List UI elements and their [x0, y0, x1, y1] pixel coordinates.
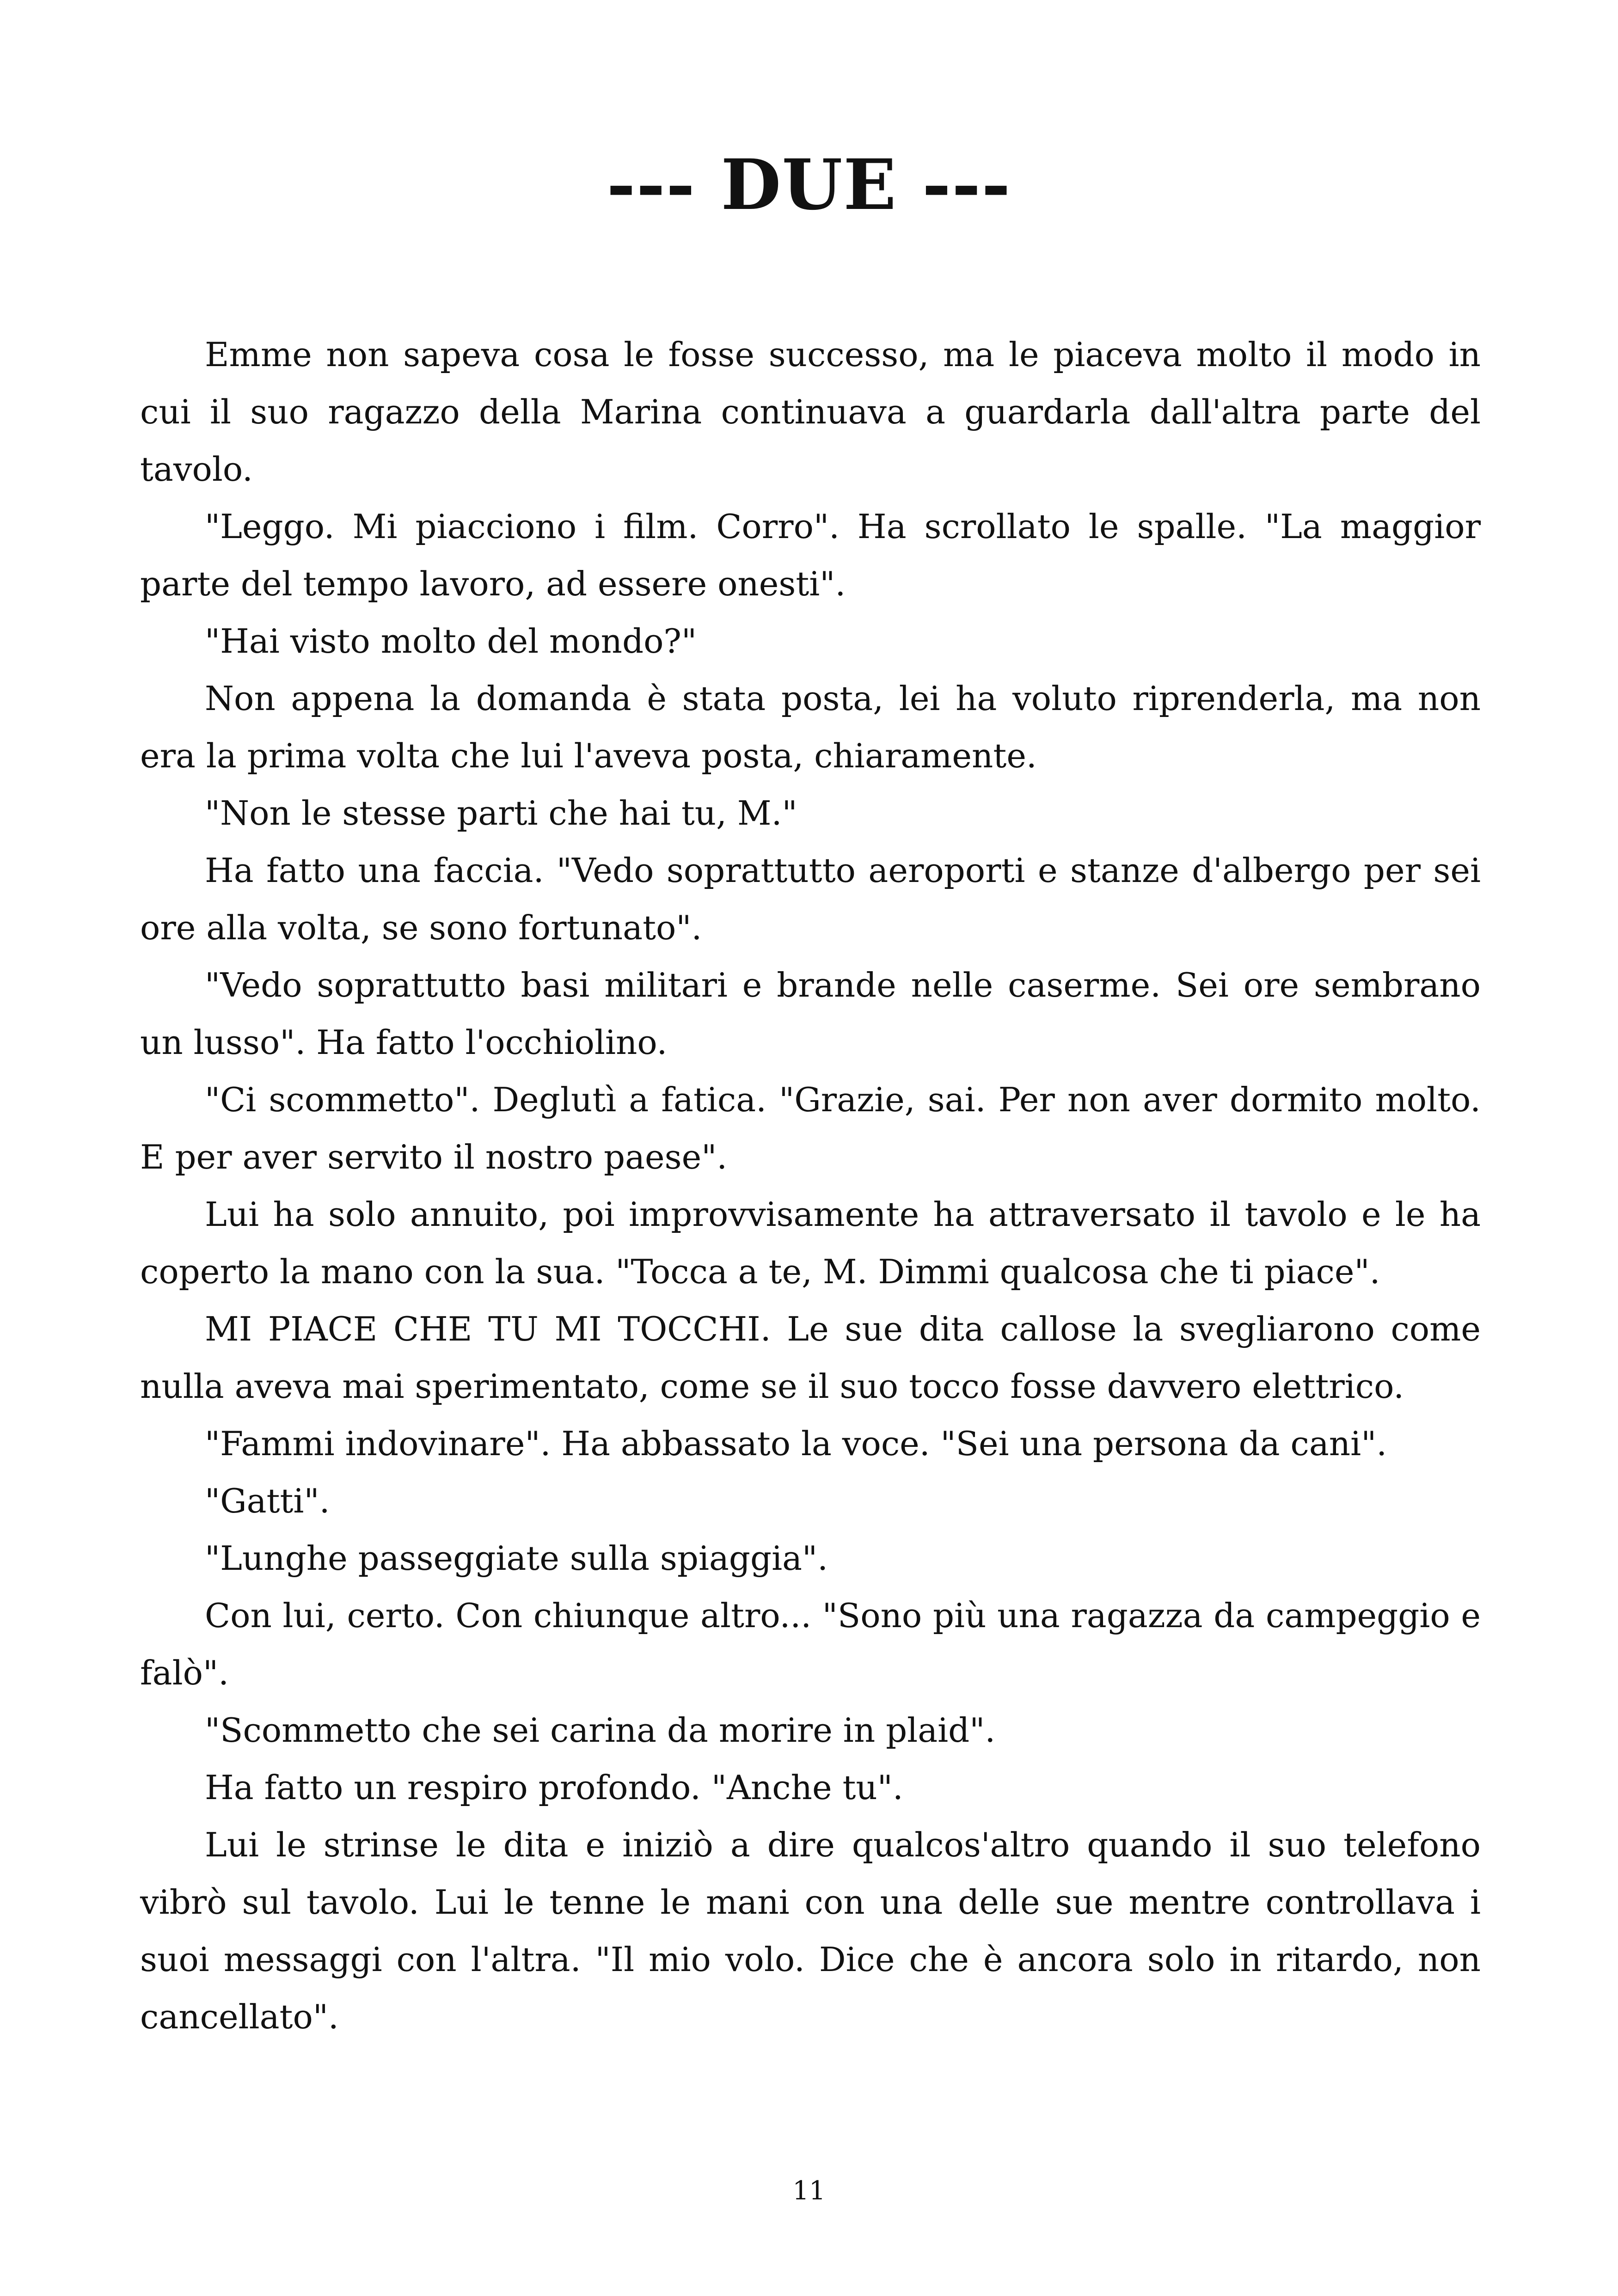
paragraph: "Non le stesse parti che hai tu, M." — [205, 794, 797, 833]
body-text — [140, 326, 1481, 2045]
chapter-title: --- DUE --- — [607, 144, 1011, 226]
paragraph: "Ci scommetto". Deglutì a fatica. "Grazie, sai. Per non aver dormito molto. E per aver servito il nostro paese". — [140, 1080, 1481, 1176]
paragraph: Lui ha solo annuito, poi improvvisamente ha attraversato il tavolo e le ha coperto la mano con la sua. "Tocca a te, M. Dimmi qualcosa che ti piace". — [140, 1195, 1481, 1291]
paragraph: "Hai visto molto del mondo?" — [205, 622, 697, 661]
paragraph: "Lunghe passeggiate sulla spiaggia". — [205, 1539, 828, 1578]
paragraph: Ha fatto una faccia. "Vedo soprattutto aeroporti e stanze d'albergo per sei ore alla volta, se sono fortunato". — [140, 851, 1481, 947]
paragraph: "Gatti". — [205, 1482, 330, 1520]
paragraph: Non appena la domanda è stata posta, lei ha voluto riprenderla, ma non era la prima volta che lui l'aveva posta, chiaramente. — [140, 679, 1481, 775]
paragraph: "Vedo soprattutto basi militari e brande nelle caserme. Sei ore sembrano un lusso". Ha fatto l'occhiolino. — [140, 966, 1481, 1062]
paragraph: Ha fatto un respiro profondo. "Anche tu". — [205, 1768, 903, 1807]
paragraph: "Leggo. Mi piacciono i film. Corro". Ha scrollato le spalle. "La maggior parte del tempo lavoro, ad essere onesti". — [140, 507, 1481, 603]
paragraph: Emme non sapeva cosa le fosse successo, ma le piaceva molto il modo in cui il suo ragazzo della Marina continuava a guardarla dall'altra parte del tavolo. — [140, 335, 1481, 489]
paragraph: Lui le strinse le dita e iniziò a dire qualcos'altro quando il suo telefono vibrò sul tavolo. Lui le tenne le mani con una delle sue mentre controllava i suoi messaggi con l'altra. "Il mio volo. Dice che è ancora solo in ritardo, non cancellato". — [140, 1825, 1481, 2036]
paragraph: MI PIACE CHE TU MI TOCCHI. Le sue dita callose la svegliarono come nulla aveva mai sperimentato, come se il suo tocco fosse davvero elettrico. — [140, 1310, 1481, 1406]
paragraph: "Scommetto che sei carina da morire in plaid". — [205, 1711, 996, 1750]
paragraph: "Fammi indovinare". Ha abbassato la voce. "Sei una persona da cani". — [205, 1424, 1387, 1463]
paragraph: Con lui, certo. Con chiunque altro... "Sono più una ragazza da campeggio e falò". — [140, 1596, 1481, 1692]
page-number: 11 — [792, 2176, 826, 2206]
